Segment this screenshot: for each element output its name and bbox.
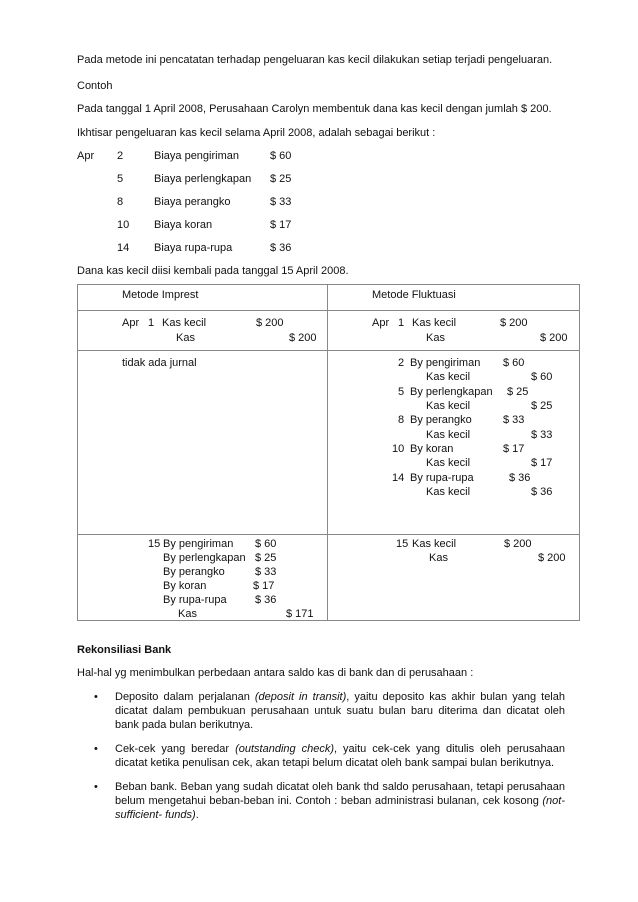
expense-day: 2 — [117, 150, 124, 162]
fluktuasi-entry-credit-amount: $ 33 — [531, 429, 553, 441]
fluktuasi-entry-day: 10 — [392, 443, 405, 455]
expense-desc: Biaya pengiriman — [154, 150, 239, 162]
expense-day: 8 — [117, 196, 124, 208]
expense-desc: Biaya koran — [154, 219, 213, 231]
imprest-open-debit-amount: $ 200 — [256, 317, 284, 329]
intro-line-1: Pada metode ini pencatatan terhadap pengeluaran kas kecil dilakukan setiap terjadi pengeluaran. — [77, 54, 553, 66]
rekonsiliasi-item-term: (outstanding check) — [235, 743, 335, 755]
expense-amount: $ 36 — [270, 242, 292, 254]
imprest-open-debit-account: Kas kecil — [162, 317, 207, 329]
expense-month: Apr — [77, 150, 95, 162]
imprest-refill-credit-amount: $ 171 — [286, 608, 314, 620]
imprest-refill-day: 15 — [148, 538, 161, 550]
expense-desc: Biaya perangko — [154, 196, 231, 208]
fluktuasi-entry-credit-account: Kas kecil — [426, 371, 471, 383]
fluktuasi-entry-account: By perangko — [410, 414, 472, 426]
bullet-marker: • — [94, 781, 98, 793]
fluktuasi-refill-debit-account: Kas kecil — [412, 538, 457, 550]
imprest-refill-debit-amount: $ 33 — [255, 566, 277, 578]
imprest-refill-debit-amount: $ 17 — [253, 580, 275, 592]
fluktuasi-entry-account: By pengiriman — [410, 357, 481, 369]
fluktuasi-refill-day: 15 — [396, 538, 409, 550]
imprest-refill-debit-amount: $ 60 — [255, 538, 277, 550]
fluktuasi-refill-credit-account: Kas — [429, 552, 448, 564]
fluktuasi-header: Metode Fluktuasi — [372, 289, 456, 301]
expense-amount: $ 25 — [270, 173, 292, 185]
rekonsiliasi-item-text: , yaitu cek-cek yang ditulis oleh perusahaan dicatat ketika penulisan cek, akan tetapi belum dicatat oleh bank sampai bulan berikutnya. — [115, 743, 566, 769]
expense-amount: $ 60 — [270, 150, 292, 162]
intro-line-2: Pada tanggal 1 April 2008, Perusahaan Carolyn membentuk dana kas kecil dengan jumlah $ 200. — [77, 103, 552, 115]
fluktuasi-entry-account: By rupa-rupa — [410, 472, 474, 484]
fluktuasi-open-credit-account: Kas — [426, 332, 445, 344]
fluktuasi-entry-account: By perlengkapan — [410, 386, 493, 398]
rekonsiliasi-item-term: (deposit in transit) — [254, 691, 347, 703]
fluktuasi-entry-day: 2 — [398, 357, 405, 369]
expense-day: 10 — [117, 219, 130, 231]
table-row-divider — [77, 534, 580, 535]
rekonsiliasi-heading: Rekonsiliasi Bank — [77, 644, 172, 656]
rekonsiliasi-intro: Hal-hal yg menimbulkan perbedaan antara saldo kas di bank dan di perusahaan : — [77, 667, 474, 679]
expense-amount: $ 33 — [270, 196, 292, 208]
refill-note: Dana kas kecil diisi kembali pada tanggal 15 April 2008. — [77, 265, 349, 277]
imprest-refill-debit-account: By perlengkapan — [163, 552, 246, 564]
rekonsiliasi-item-term: (not-sufficient- funds) — [115, 795, 565, 821]
fluktuasi-open-credit-amount: $ 200 — [540, 332, 568, 344]
fluktuasi-entry-amount: $ 60 — [503, 357, 525, 369]
contoh-label: Contoh — [77, 80, 113, 92]
fluktuasi-entry-day: 5 — [398, 386, 405, 398]
rekonsiliasi-item-text: Deposito dalam perjalanan — [115, 691, 255, 703]
fluktuasi-entry-credit-amount: $ 36 — [531, 486, 553, 498]
imprest-open-credit-amount: $ 200 — [289, 332, 317, 344]
fluktuasi-entry-credit-account: Kas kecil — [426, 486, 471, 498]
imprest-refill-debit-account: By perangko — [163, 566, 225, 578]
fluktuasi-entry-credit-amount: $ 25 — [531, 400, 553, 412]
fluktuasi-entry-credit-account: Kas kecil — [426, 457, 471, 469]
fluktuasi-open-month: Apr — [372, 317, 390, 329]
expense-desc: Biaya rupa-rupa — [154, 242, 233, 254]
fluktuasi-entry-credit-amount: $ 60 — [531, 371, 553, 383]
expense-desc: Biaya perlengkapan — [154, 173, 252, 185]
expense-day: 5 — [117, 173, 124, 185]
table-column-divider — [327, 284, 328, 621]
imprest-refill-debit-account: By rupa-rupa — [163, 594, 227, 606]
rekonsiliasi-item-text: Cek-cek yang beredar — [115, 743, 236, 755]
imprest-refill-debit-account: By koran — [163, 580, 207, 592]
fluktuasi-open-debit-account: Kas kecil — [412, 317, 457, 329]
fluktuasi-refill-debit-amount: $ 200 — [504, 538, 532, 550]
rekonsiliasi-item — [115, 690, 565, 732]
fluktuasi-entry-amount: $ 36 — [509, 472, 531, 484]
bullet-marker: • — [94, 691, 98, 703]
imprest-refill-debit-amount: $ 25 — [255, 552, 277, 564]
fluktuasi-entry-amount: $ 25 — [507, 386, 529, 398]
imprest-refill-debit-amount: $ 36 — [255, 594, 277, 606]
fluktuasi-entry-credit-account: Kas kecil — [426, 400, 471, 412]
imprest-open-day: 1 — [148, 317, 155, 329]
imprest-no-journal: tidak ada jurnal — [122, 357, 197, 369]
imprest-header: Metode Imprest — [122, 289, 199, 301]
expense-day: 14 — [117, 242, 130, 254]
fluktuasi-entry-credit-amount: $ 17 — [531, 457, 553, 469]
table-row-divider — [77, 310, 580, 311]
imprest-open-month: Apr — [122, 317, 140, 329]
fluktuasi-entry-day: 14 — [392, 472, 405, 484]
fluktuasi-refill-credit-amount: $ 200 — [538, 552, 566, 564]
fluktuasi-open-day: 1 — [398, 317, 405, 329]
fluktuasi-open-debit-amount: $ 200 — [500, 317, 528, 329]
expense-amount: $ 17 — [270, 219, 292, 231]
fluktuasi-entry-credit-account: Kas kecil — [426, 429, 471, 441]
fluktuasi-entry-amount: $ 17 — [503, 443, 525, 455]
rekonsiliasi-item — [115, 742, 565, 770]
rekonsiliasi-item-text: , yaitu deposito kas akhir bulan yang telah dicatat dalam pembukuan perusahaan untuk suatu bulan baru diterima dan dicatat oleh bank pada bulan berikutnya. — [115, 691, 565, 731]
fluktuasi-entry-account: By koran — [410, 443, 454, 455]
rekonsiliasi-item-text: Beban bank. Beban yang sudah dicatat oleh bank thd saldo perusahaan, tetapi perusahaan belum mengetahui beban-beban ini. Contoh : beban administrasi bulanan, cek kosong — [115, 781, 565, 807]
intro-line-3: Ikhtisar pengeluaran kas kecil selama April 2008, adalah sebagai berikut : — [77, 127, 436, 139]
fluktuasi-entry-day: 8 — [398, 414, 405, 426]
table-row-divider — [77, 350, 580, 351]
fluktuasi-entry-amount: $ 33 — [503, 414, 525, 426]
imprest-refill-debit-account: By pengiriman — [163, 538, 234, 550]
rekonsiliasi-item-text: . — [195, 809, 199, 821]
bullet-marker: • — [94, 743, 98, 755]
imprest-refill-credit-account: Kas — [178, 608, 197, 620]
rekonsiliasi-item — [115, 780, 565, 822]
imprest-open-credit-account: Kas — [176, 332, 195, 344]
